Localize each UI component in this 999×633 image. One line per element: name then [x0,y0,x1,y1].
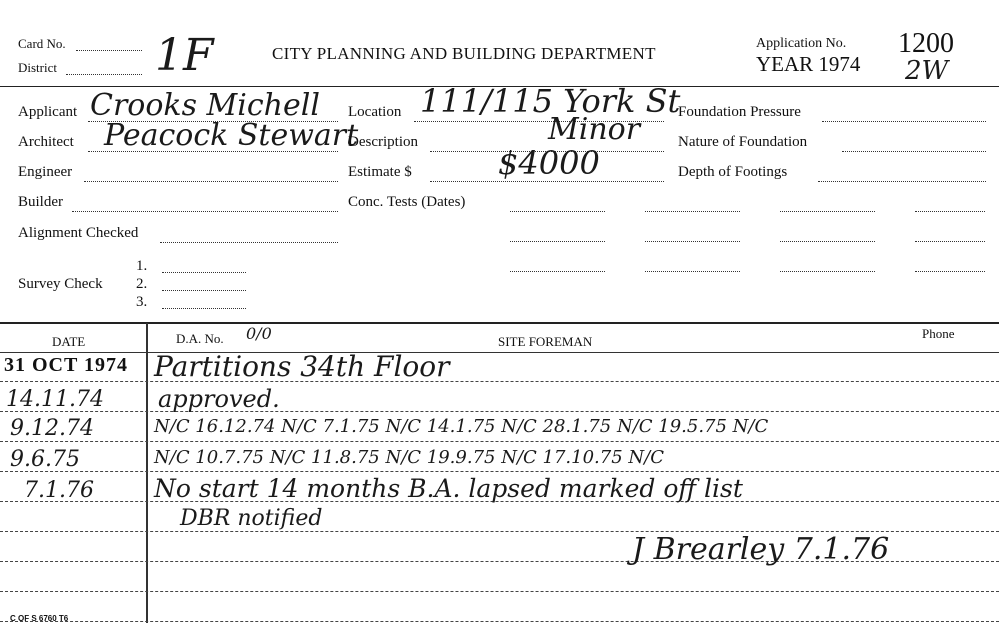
row-line [0,591,999,592]
row-line [0,471,999,472]
description-value: Minor [548,112,641,147]
table-row-entry: N/C 16.12.74 N/C 7.1.75 N/C 14.1.75 N/C 28.1.75 N/C 19.5.75 N/C [154,416,769,437]
conc-line-1a [510,211,605,212]
year-suffix: 2W [905,56,949,86]
row-line [0,381,999,382]
row-line [0,621,999,622]
form-code: C OF S 6760 T6 [10,614,69,623]
table-row-date: 9.6.75 [10,447,80,472]
foreman-header: SITE FOREMAN [498,334,593,349]
survey-line-2 [162,290,246,291]
conc-line-2c [780,241,875,242]
estimate-label: Estimate $ [348,164,412,180]
description-label: Description [348,134,418,150]
district-line [66,74,142,75]
header-row-line [0,352,999,353]
signature: J Brearley 7.1.76 [632,532,890,567]
conc-line-1d [915,211,985,212]
table-row-entry: No start 14 months B.A. lapsed marked off list [154,474,743,503]
conc-line-3a [510,271,605,272]
conc-line-2b [645,241,740,242]
architect-value: Peacock Stewart [104,118,359,153]
survey-label: Survey Check [18,276,103,292]
row-line [0,441,999,442]
table-row-date: 31 OCT 1974 [4,354,128,376]
conc-line-3c [780,271,875,272]
builder-label: Builder [18,194,63,210]
conc-line-3d [915,271,985,272]
row-line [0,411,999,412]
alignment-label: Alignment Checked [18,225,139,241]
card-no-value: 1F [155,30,214,81]
foundation-pressure-label: Foundation Pressure [678,104,801,120]
architect-label: Architect [18,134,74,150]
card-no-line [76,50,142,51]
depth-footings-line [818,181,986,182]
table-row-date: 14.11.74 [6,387,104,412]
location-value: 111/115 York St [420,82,681,120]
district-label: District [18,60,57,75]
table-row-entry: DBR notified [180,506,323,531]
phone-header: Phone [922,326,955,341]
table-row-entry: N/C 10.7.75 N/C 11.8.75 N/C 19.9.75 N/C 17.10.75 N/C [154,447,664,468]
engineer-label: Engineer [18,164,73,180]
table-row-date: 7.1.76 [24,478,94,503]
card-no-label: Card No. [18,36,66,51]
alignment-line [160,242,338,243]
conc-line-1b [645,211,740,212]
survey-item-3: 3. [136,294,148,310]
conc-line-1c [780,211,875,212]
survey-item-2: 2. [136,276,148,292]
date-header: DATE [52,334,86,349]
location-label: Location [348,104,402,120]
department-title: CITY PLANNING AND BUILDING DEPARTMENT [272,44,656,63]
engineer-line [84,181,338,182]
nature-foundation-line [842,151,986,152]
survey-line-1 [162,272,246,273]
builder-line [72,211,338,212]
year-label: YEAR 1974 [756,52,861,76]
da-header: D.A. No. [176,331,224,346]
applicant-label: Applicant [18,104,78,120]
conc-line-3b [645,271,740,272]
date-column-divider [146,323,148,623]
application-no-value: 1200 [898,28,954,59]
estimate-value: $4000 [498,144,600,182]
nature-foundation-label: Nature of Foundation [678,134,808,150]
table-row-entry: Partitions 34th Floor [154,350,450,383]
survey-line-3 [162,308,246,309]
table-row-date: 9.12.74 [10,416,94,441]
application-no-label: Application No. [756,36,847,51]
conc-tests-label: Conc. Tests (Dates) [348,194,466,210]
conc-line-2a [510,241,605,242]
applicant-value: Crooks Michell [90,88,320,123]
da-value: 0/0 [246,324,272,343]
depth-footings-label: Depth of Footings [678,164,788,180]
table-top-border [0,322,999,324]
foundation-pressure-line [822,121,986,122]
table-row-entry: approved. [158,385,280,413]
survey-item-1: 1. [136,258,148,274]
conc-line-2d [915,241,985,242]
